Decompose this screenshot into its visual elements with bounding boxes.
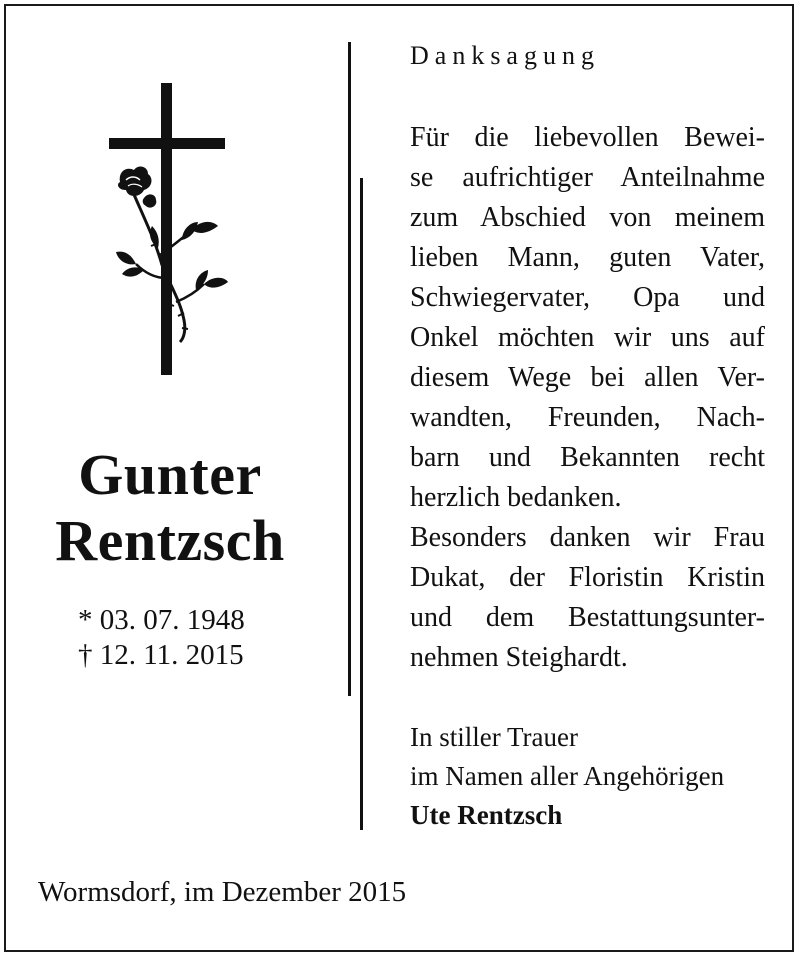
thank-you-message (410, 118, 765, 678)
closing-signature (410, 718, 790, 835)
message-line: nehmen Steighardt. (410, 642, 628, 673)
deceased-first-name: Gunter (78, 442, 262, 507)
life-dates (78, 603, 245, 673)
vertical-divider-left (348, 42, 351, 696)
message-line: herzlich bedanken. (410, 482, 622, 513)
place-and-date: Wormsdorf, im Dezember 2015 (38, 876, 407, 908)
vertical-divider-right (360, 178, 363, 830)
message-line: barn und Bekannten recht (410, 442, 765, 473)
signer-name: Ute Rentzsch (410, 800, 563, 830)
message-line: lieben Mann, guten Vater, (410, 242, 765, 273)
deceased-last-name: Rentzsch (55, 508, 285, 573)
closing-line-family: im Namen aller Angehörigen (410, 761, 725, 791)
message-line: Onkel möchten wir uns auf (410, 322, 765, 353)
message-line: diesem Wege bei allen Ver- (410, 362, 765, 393)
birth-date: * 03. 07. 1948 (78, 604, 245, 636)
message-line: se aufrichtiger Anteilnahme (410, 162, 765, 193)
closing-line-mourning: In stiller Trauer (410, 722, 578, 752)
message-line: Schwiegervater, Opa und (410, 282, 765, 313)
message-line: Dukat, der Floristin Kristin (410, 562, 765, 593)
notice-heading: Danksagung (410, 41, 600, 70)
message-line: zum Abschied von meinem (410, 202, 765, 233)
message-line: wandten, Freunden, Nach- (410, 402, 765, 433)
message-line: Für die liebevollen Bewei- (410, 122, 765, 153)
message-line: Besonders danken wir Frau (410, 522, 765, 553)
message-line: und dem Bestattungsunter- (410, 602, 765, 633)
death-date: † 12. 11. 2015 (78, 639, 244, 671)
cross-with-rose-icon (100, 80, 240, 380)
